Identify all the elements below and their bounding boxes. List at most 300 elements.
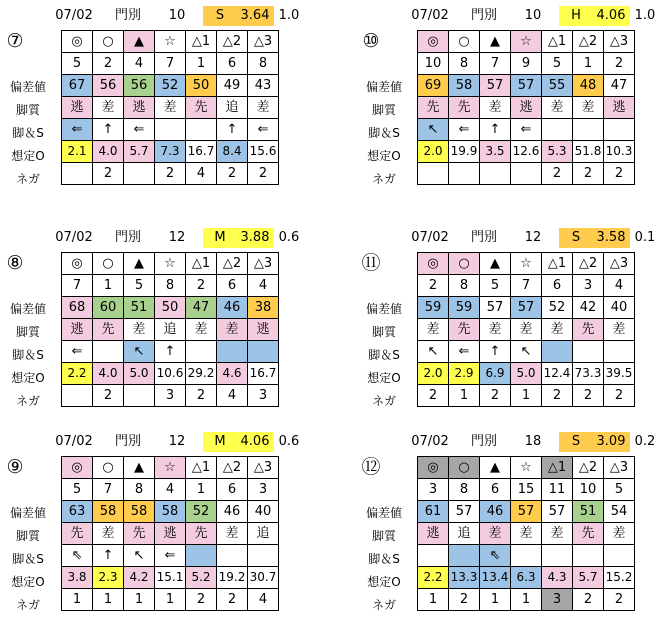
leg-cell: 差 [217,523,248,545]
ls-cell: ↖ [124,341,155,363]
horses-cell: 10 [418,53,449,75]
dev-cell: 57 [511,297,542,319]
venue-name: 門別 [470,230,497,245]
leg-cell: 逃 [155,523,186,545]
odds-cell: 5.2 [186,567,217,589]
leg-cell: 逃 [248,319,279,341]
row-nega [418,385,635,407]
nega-cell: 1 [511,589,542,611]
dev-cell: 38 [248,297,279,319]
leg-cell: 差 [217,319,248,341]
nega-cell: 2 [217,163,248,185]
odds-cell: 13.3 [449,567,480,589]
row-leg [418,319,635,341]
dev-cell: 46 [480,501,511,523]
race-number: ⑨ [6,456,24,478]
nega-cell [124,385,155,407]
marks-cell: ☆ [155,253,186,275]
row-horses [418,275,635,297]
dev-cell: 55 [542,75,573,97]
nega-cell: 1 [124,589,155,611]
horses-cell: 7 [511,275,542,297]
odds-cell: 5.0 [124,363,155,385]
ls-cell [542,341,573,363]
nega-cell: 4 [186,163,217,185]
horses-cell: 1 [186,479,217,501]
dev-cell: 57 [449,501,480,523]
odds-cell: 4.2 [124,567,155,589]
marks-cell: ☆ [155,31,186,53]
leg-cell: 追 [217,97,248,119]
marks-cell: ◎ [418,457,449,479]
marks-cell: ◎ [62,457,93,479]
marks-cell: ○ [93,31,124,53]
nega-cell [62,163,93,185]
race-grade: S [559,432,593,452]
marks-cell: ▲ [124,457,155,479]
dev-cell: 40 [248,501,279,523]
leg-cell: 差 [604,523,635,545]
dev-cell: 56 [124,75,155,97]
row-label-dev: 偏差値 [9,80,46,94]
dev-cell: 50 [186,75,217,97]
odds-cell: 3.5 [480,141,511,163]
ls-cell [186,341,217,363]
leg-cell: 先 [449,97,480,119]
odds-cell: 12.4 [542,363,573,385]
ls-cell [248,341,279,363]
horses-cell: 6 [542,275,573,297]
odds-cell: 6.3 [511,567,542,589]
marks-cell: △2 [217,31,248,53]
odds-cell: 2.2 [62,363,93,385]
ls-cell: ⇐ [62,119,93,141]
nega-cell: 2 [186,385,217,407]
dev-cell: 56 [93,75,124,97]
row-label-dev: 偏差値 [365,506,402,520]
race-date: 07/02 [411,230,449,245]
row-label-dev: 偏差値 [365,302,402,316]
horse-grid [61,252,279,407]
marks-cell: △3 [604,457,635,479]
horses-cell: 8 [248,53,279,75]
dev-cell: 67 [62,75,93,97]
horses-cell: 3 [248,479,279,501]
race-number: ⑧ [6,252,24,274]
horse-grid [417,30,635,185]
marks-cell: △1 [542,253,573,275]
race-extra: 1.0 [634,8,656,23]
ls-cell [604,341,635,363]
row-leg [62,97,279,119]
nega-cell: 1 [93,589,124,611]
ls-cell: ⇐ [155,545,186,567]
ls-cell: ↖ [124,545,155,567]
row-label-ls: 脚＆S [368,552,400,566]
row-label-dev: 偏差値 [9,302,46,316]
dev-cell: 49 [217,75,248,97]
dev-cell: 42 [573,297,604,319]
nega-cell: 1 [449,385,480,407]
nega-cell: 2 [449,589,480,611]
odds-cell: 4.6 [217,363,248,385]
field-size: 12 [524,230,542,245]
race-score: 4.06 [236,432,274,452]
nega-cell: 1 [155,589,186,611]
marks-cell: ◎ [62,31,93,53]
horses-cell: 8 [449,53,480,75]
leg-cell: 差 [93,97,124,119]
row-label-ls: 脚＆S [12,552,44,566]
dev-cell: 61 [418,501,449,523]
nega-cell: 4 [217,385,248,407]
leg-cell: 追 [248,523,279,545]
race-score: 3.64 [236,6,274,26]
row-horses [62,479,279,501]
horses-cell: 8 [449,275,480,297]
ls-cell: ↑ [93,119,124,141]
horses-cell: 4 [248,275,279,297]
race-number: ⑫ [361,456,381,478]
ls-cell [217,341,248,363]
nega-cell: 1 [418,589,449,611]
nega-cell: 2 [604,385,635,407]
horses-cell: 2 [93,53,124,75]
marks-cell: △1 [542,457,573,479]
ls-cell: ↑ [480,119,511,141]
horses-cell: 11 [542,479,573,501]
leg-cell: 先 [573,523,604,545]
row-marks [62,457,279,479]
ls-cell [573,545,604,567]
marks-cell: ◎ [418,31,449,53]
leg-cell: 差 [480,523,511,545]
horses-cell: 5 [124,275,155,297]
marks-cell: ▲ [480,31,511,53]
leg-cell: 追 [449,523,480,545]
marks-cell: △3 [604,31,635,53]
horses-cell: 3 [418,479,449,501]
marks-cell: ▲ [124,31,155,53]
ls-cell [573,119,604,141]
odds-cell: 2.9 [449,363,480,385]
horses-cell: 2 [418,275,449,297]
horses-cell: 6 [217,53,248,75]
ls-cell: ↑ [217,119,248,141]
odds-cell: 12.6 [511,141,542,163]
dev-cell: 40 [604,297,635,319]
dev-cell: 69 [418,75,449,97]
row-label-leg: 脚質 [371,529,396,543]
marks-cell: △1 [186,31,217,53]
marks-cell: △1 [186,457,217,479]
nega-cell [480,163,511,185]
row-marks [62,253,279,275]
odds-cell: 5.0 [511,363,542,385]
dev-cell: 51 [124,297,155,319]
horses-cell: 4 [155,479,186,501]
horses-cell: 7 [155,53,186,75]
row-label-nega: ネガ [371,172,396,186]
nega-cell: 3 [248,385,279,407]
leg-cell: 差 [604,319,635,341]
row-label-ls: 脚＆S [368,348,400,362]
row-dev [62,297,279,319]
nega-cell: 2 [217,589,248,611]
leg-cell: 先 [418,97,449,119]
ls-cell: ↑ [93,545,124,567]
row-marks [62,31,279,53]
leg-cell: 差 [480,319,511,341]
odds-cell: 5.7 [124,141,155,163]
dev-cell: 52 [155,75,186,97]
row-ls [62,545,279,567]
marks-cell: △3 [248,31,279,53]
nega-cell: 1 [511,385,542,407]
race-extra: 0.2 [634,434,656,449]
leg-cell: 先 [449,319,480,341]
row-ls [418,119,635,141]
row-nega [62,589,279,611]
nega-cell: 2 [155,163,186,185]
row-label-odds: 想定O [367,149,401,163]
horses-cell: 6 [217,479,248,501]
horses-cell: 3 [573,275,604,297]
row-leg [62,523,279,545]
race-date: 07/02 [55,230,93,245]
ls-cell [248,545,279,567]
nega-cell: 2 [604,589,635,611]
odds-cell: 4.0 [93,141,124,163]
nega-cell: 2 [573,385,604,407]
odds-cell: 2.1 [62,141,93,163]
odds-cell: 13.4 [480,567,511,589]
leg-cell: 先 [124,523,155,545]
marks-cell: ☆ [511,253,542,275]
row-odds [418,363,635,385]
nega-cell: 3 [155,385,186,407]
row-nega [418,163,635,185]
ls-cell: ↑ [480,341,511,363]
marks-cell: ○ [449,457,480,479]
odds-cell: 4.0 [93,363,124,385]
race-header [2,6,302,26]
row-horses [418,479,635,501]
venue-name: 門別 [114,230,141,245]
nega-cell: 3 [542,589,573,611]
odds-cell: 7.3 [155,141,186,163]
nega-cell: 2 [93,163,124,185]
horse-grid [61,30,279,185]
row-ls [62,119,279,141]
ls-cell: ⇐ [62,341,93,363]
row-horses [418,53,635,75]
dev-cell: 47 [604,75,635,97]
horses-cell: 8 [449,479,480,501]
row-label-odds: 想定O [367,371,401,385]
leg-cell: 差 [511,523,542,545]
marks-cell: ▲ [480,253,511,275]
race-score: 3.58 [592,228,630,248]
row-odds [418,141,635,163]
odds-cell: 10.6 [155,363,186,385]
marks-cell: ○ [93,253,124,275]
ls-cell: ⇐ [449,119,480,141]
row-marks [418,457,635,479]
horse-grid [61,456,279,611]
row-marks [418,253,635,275]
dev-cell: 52 [186,501,217,523]
venue-name: 門別 [470,434,497,449]
leg-cell: 逃 [62,97,93,119]
race-extra: 0.6 [278,434,300,449]
nega-cell [124,163,155,185]
dev-cell: 58 [124,501,155,523]
ls-cell: ↑ [155,341,186,363]
nega-cell: 2 [542,385,573,407]
row-label-odds: 想定O [11,371,45,385]
dev-cell: 58 [93,501,124,523]
odds-cell: 5.3 [542,141,573,163]
dev-cell: 58 [449,75,480,97]
horses-cell: 7 [93,479,124,501]
ls-cell [604,545,635,567]
leg-cell: 逃 [511,97,542,119]
leg-cell: 差 [155,97,186,119]
race-header [358,228,658,248]
row-nega [418,589,635,611]
race-number: ⑪ [361,252,381,274]
row-horses [62,53,279,75]
row-label-ls: 脚＆S [368,126,400,140]
horses-cell: 5 [542,53,573,75]
row-leg [418,97,635,119]
odds-cell: 2.3 [93,567,124,589]
dev-cell: 48 [573,75,604,97]
nega-cell: 2 [248,163,279,185]
marks-cell: △1 [186,253,217,275]
odds-cell: 19.2 [217,567,248,589]
dev-cell: 46 [217,297,248,319]
marks-cell: ☆ [155,457,186,479]
horses-cell: 5 [62,479,93,501]
dev-cell: 68 [62,297,93,319]
odds-cell: 5.7 [573,567,604,589]
race-grade: S [203,6,237,26]
dev-cell: 57 [542,501,573,523]
odds-cell: 15.2 [604,567,635,589]
dev-cell: 57 [480,297,511,319]
horse-grid [417,456,635,611]
ls-cell [186,119,217,141]
race-panel [2,6,302,211]
leg-cell: 差 [542,319,573,341]
leg-cell: 差 [480,97,511,119]
nega-cell: 1 [62,589,93,611]
race-score: 3.09 [592,432,630,452]
odds-cell: 10.3 [604,141,635,163]
horses-cell: 7 [480,53,511,75]
nega-cell [511,163,542,185]
ls-cell [217,545,248,567]
dev-cell: 51 [573,501,604,523]
horses-cell: 1 [186,53,217,75]
ls-cell: ⇖ [480,545,511,567]
venue-name: 門別 [114,434,141,449]
horses-cell: 15 [511,479,542,501]
race-number: ⑩ [362,30,380,52]
nega-cell: 2 [186,589,217,611]
row-label-leg: 脚質 [15,325,40,339]
ls-cell: ↖ [418,341,449,363]
row-label-leg: 脚質 [371,103,396,117]
row-dev [62,501,279,523]
race-header [358,432,658,452]
field-size: 12 [168,434,186,449]
leg-cell: 差 [542,523,573,545]
dev-cell: 57 [511,501,542,523]
marks-cell: ▲ [480,457,511,479]
nega-cell [449,163,480,185]
race-panel [358,432,658,637]
ls-cell [418,545,449,567]
race-score: 3.88 [236,228,274,248]
marks-cell: △3 [248,457,279,479]
row-label-ls: 脚＆S [12,126,44,140]
ls-cell [186,545,217,567]
ls-cell [449,545,480,567]
dev-cell: 59 [418,297,449,319]
nega-cell: 2 [573,163,604,185]
horses-cell: 5 [604,479,635,501]
race-extra: 1.0 [278,8,300,23]
marks-cell: ○ [449,31,480,53]
odds-cell: 2.0 [418,363,449,385]
dev-cell: 58 [155,501,186,523]
ls-cell: ⇐ [124,119,155,141]
field-size: 10 [524,8,542,23]
horses-cell: 1 [93,275,124,297]
dev-cell: 43 [248,75,279,97]
leg-cell: 差 [93,523,124,545]
marks-cell: ☆ [511,457,542,479]
leg-cell: 先 [93,319,124,341]
odds-cell: 3.8 [62,567,93,589]
horses-cell: 4 [604,275,635,297]
ls-cell: ⇐ [449,341,480,363]
leg-cell: 差 [418,319,449,341]
odds-cell: 15.1 [155,567,186,589]
horses-cell: 1 [573,53,604,75]
leg-cell: 逃 [124,97,155,119]
marks-cell: ◎ [418,253,449,275]
race-grade: S [559,228,593,248]
nega-cell: 2 [573,589,604,611]
race-header [2,432,302,452]
nega-cell: 2 [542,163,573,185]
odds-cell: 30.7 [248,567,279,589]
odds-cell: 16.7 [186,141,217,163]
venue-name: 門別 [470,8,497,23]
row-dev [418,75,635,97]
odds-cell: 29.2 [186,363,217,385]
ls-cell: ↖ [511,341,542,363]
row-nega [62,385,279,407]
dev-cell: 60 [93,297,124,319]
marks-cell: ◎ [62,253,93,275]
leg-cell: 先 [186,523,217,545]
dev-cell: 54 [604,501,635,523]
